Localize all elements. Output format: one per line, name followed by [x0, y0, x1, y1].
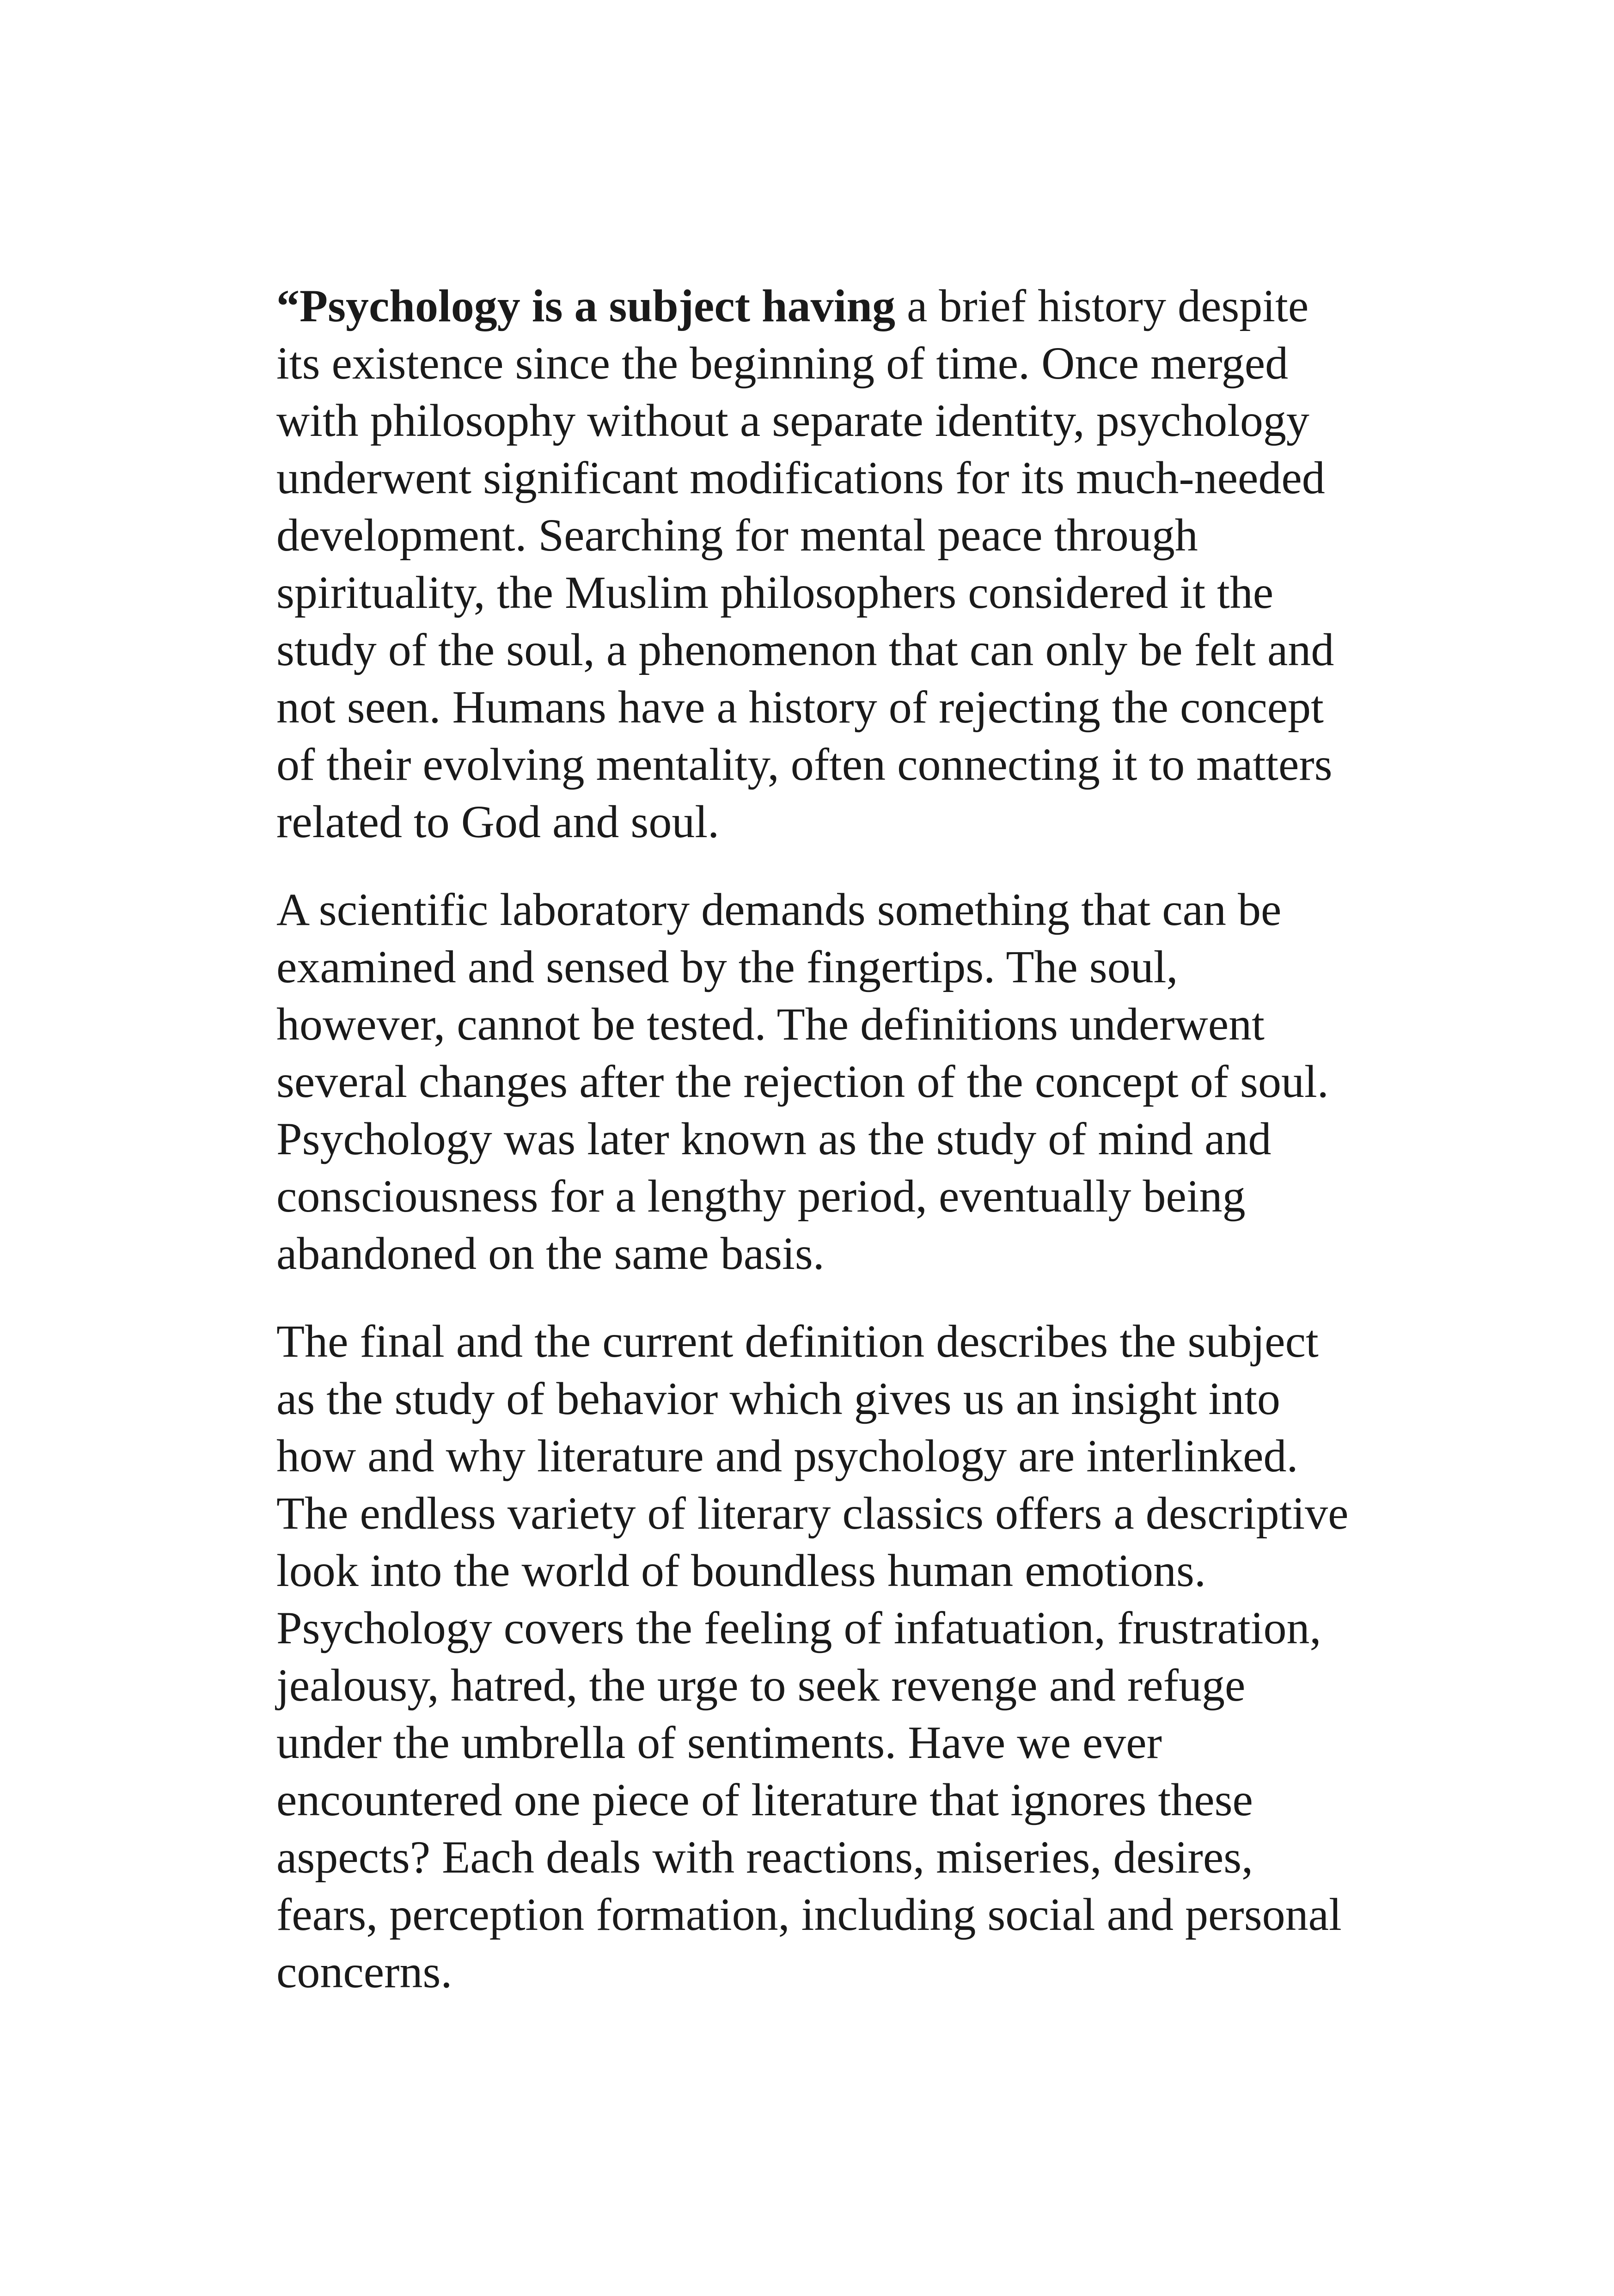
document-body — [276, 277, 1358, 2001]
paragraph-1-text: a brief history despite its existence since the beginning of time. Once merged with philosophy without a separate identity, psychology underwent significant modifications for its much-needed development. Searching for mental peace through spirituality, the Muslim philosophers considered it the study of the soul, a phenomenon that can only be felt and not seen. Humans have a history of rejecting the concept of their evolving mentality, often connecting it to matters related to God and soul. — [276, 280, 1334, 847]
paragraph-1-lead: “Psychology is a subject having — [276, 280, 896, 331]
paragraph-3: The final and the current definition describes the subject as the study of behavior which gives us an insight into how and why literature and psychology are interlinked. The endless variety of literary classics offers a descriptive look into the world of boundless human emotions. Psychology covers the feeling of infatuation, frustration, jealousy, hatred, the urge to seek revenge and refuge under the umbrella of sentiments. Have we ever encountered one piece of literature that ignores these aspects? Each deals with reactions, miseries, desires, fears, perception formation, including social and personal concerns. — [276, 1316, 1349, 1997]
paragraph-2: A scientific laboratory demands something that can be examined and sensed by the fingertips. The soul, however, cannot be tested. The definitions underwent several changes after the rejection of the concept of soul. Psychology was later known as the study of mind and consciousness for a lengthy period, eventually being abandoned on the same basis. — [276, 884, 1329, 1279]
paragraph-1 — [276, 277, 1358, 851]
